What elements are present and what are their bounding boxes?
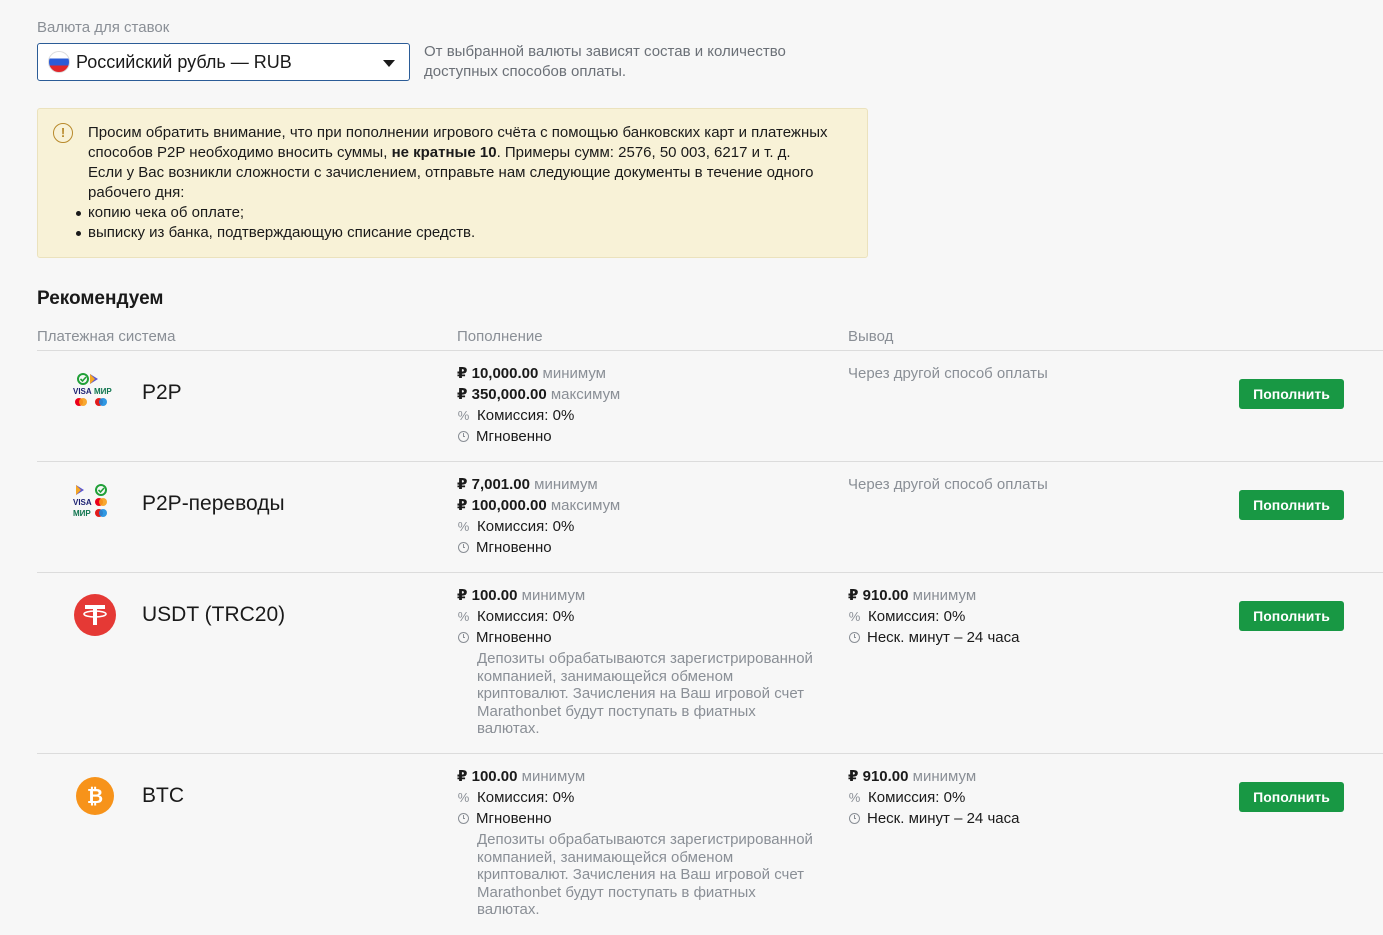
- percent-icon: %: [457, 408, 470, 423]
- notice-line1-b: . Примеры сумм: 2576, 50 003, 6217 и т. д.: [496, 144, 791, 161]
- minimum-label: минимум: [912, 768, 977, 785]
- withdraw-commission-text: Комиссия: 0%: [868, 608, 966, 625]
- deposit-button-btc[interactable]: Пополнить: [1239, 782, 1344, 812]
- maximum-label: максимум: [550, 386, 621, 403]
- notice-list-item: выписку из банка, подтверждающую списание средств.: [88, 223, 848, 243]
- deposit-max-amount: ₽ 350,000.00: [457, 386, 547, 403]
- currency-hint: От выбранной валюты зависят состав и количество доступных способов оплаты.: [424, 43, 786, 80]
- minimum-label: минимум: [534, 476, 598, 493]
- deposit-note: Депозиты обрабатываются зарегистрированной компанией, занимающейся обменом криптовалют. Зачисления на Ваш игровой счет Marathonbet будут поступать в фиатных валютах.: [477, 650, 813, 737]
- minimum-label: минимум: [521, 768, 586, 785]
- deposit-button-p2p[interactable]: Пополнить: [1239, 379, 1344, 409]
- commission-text: Комиссия: 0%: [477, 608, 575, 625]
- withdraw-info: [848, 474, 1178, 495]
- bitcoin-logo-icon: [73, 774, 117, 818]
- deposit-min-amount: ₽ 100.00: [457, 768, 518, 785]
- percent-icon: %: [848, 790, 861, 805]
- method-name: P2P: [142, 381, 182, 404]
- withdraw-info: [848, 585, 1178, 648]
- percent-icon: %: [457, 790, 470, 805]
- notice-text: [88, 123, 848, 243]
- column-header-deposit: Пополнение: [457, 328, 543, 345]
- column-header-withdraw: Вывод: [848, 328, 894, 345]
- percent-icon: %: [848, 609, 861, 624]
- visa-text: VISA: [73, 498, 92, 507]
- deposit-note: Депозиты обрабатываются зарегистрированной компанией, занимающейся обменом криптовалют. Зачисления на Ваш игровой счет Marathonbet будут поступать в фиатных валютах.: [477, 831, 813, 918]
- minimum-label: минимум: [521, 587, 586, 604]
- deposit-info: [457, 766, 827, 919]
- time-text: Мгновенно: [476, 539, 552, 556]
- clock-icon: [849, 813, 860, 824]
- deposit-min-amount: ₽ 7,001.00: [457, 476, 530, 493]
- clock-icon: [458, 431, 469, 442]
- deposit-min-amount: ₽ 100.00: [457, 587, 518, 604]
- method-name: BTC: [142, 784, 184, 807]
- warning-icon: !: [53, 123, 73, 143]
- withdraw-time-text: Неск. минут – 24 часа: [867, 629, 1020, 646]
- currency-label: Валюта для ставок: [37, 19, 170, 36]
- payment-row-btc: [37, 754, 1383, 935]
- currency-value: Российский рубль — RUB: [76, 51, 292, 72]
- bitcoin-symbol: ₿: [86, 784, 104, 808]
- withdraw-min-amount: ₽ 910.00: [848, 768, 909, 785]
- notice-list-item: копию чека об оплате;: [88, 203, 848, 223]
- deposit-button-usdt[interactable]: Пополнить: [1239, 601, 1344, 631]
- withdraw-text: Через другой способ оплаты: [848, 476, 1048, 493]
- visa-text: VISA: [73, 387, 92, 396]
- deposit-max-amount: ₽ 100,000.00: [457, 497, 547, 514]
- payment-row-p2p-transfers: [37, 462, 1383, 573]
- clock-icon: [849, 632, 860, 643]
- withdraw-commission-text: Комиссия: 0%: [868, 789, 966, 806]
- currency-select[interactable]: [37, 43, 410, 81]
- notice-box: [37, 108, 868, 258]
- percent-icon: %: [457, 519, 470, 534]
- time-text: Мгновенно: [476, 428, 552, 445]
- withdraw-min-amount: ₽ 910.00: [848, 587, 909, 604]
- chevron-down-icon: [383, 60, 395, 67]
- p2p-logo-icon: [73, 371, 117, 415]
- section-title: Рекомендуем: [37, 288, 164, 309]
- withdraw-text: Через другой способ оплаты: [848, 365, 1048, 382]
- tether-logo-icon: [73, 593, 117, 637]
- p2p-transfers-logo-icon: [73, 482, 117, 526]
- commission-text: Комиссия: 0%: [477, 789, 575, 806]
- withdraw-time-text: Неск. минут – 24 часа: [867, 810, 1020, 827]
- clock-icon: [458, 813, 469, 824]
- notice-line1-a: Просим обратить внимание, что при пополнении игрового счёта с помощью банковских карт и платежных способов P2P необходимо вносить суммы,: [88, 124, 828, 161]
- deposit-min-amount: ₽ 10,000.00: [457, 365, 539, 382]
- notice-list: [88, 203, 848, 243]
- payment-row-usdt: [37, 573, 1383, 754]
- minimum-label: минимум: [912, 587, 977, 604]
- deposit-button-p2p-transfers[interactable]: Пополнить: [1239, 490, 1344, 520]
- clock-icon: [458, 632, 469, 643]
- notice-line2: Если у Вас возникли сложности с зачислением, отправьте нам следующие документы в течение одного рабочего дня:: [88, 164, 814, 201]
- mir-text: МИР: [94, 387, 112, 396]
- payment-row-p2p: [37, 351, 1383, 462]
- column-header-system: Платежная система: [37, 328, 176, 345]
- percent-icon: %: [457, 609, 470, 624]
- withdraw-info: [848, 363, 1178, 384]
- withdraw-info: [848, 766, 1178, 829]
- minimum-label: минимум: [542, 365, 606, 382]
- method-name: USDT (TRC20): [142, 603, 286, 626]
- mir-text: МИР: [73, 509, 91, 518]
- method-name: P2P-переводы: [142, 492, 285, 515]
- deposit-info: [457, 474, 827, 558]
- time-text: Мгновенно: [476, 810, 552, 827]
- time-text: Мгновенно: [476, 629, 552, 646]
- commission-text: Комиссия: 0%: [477, 518, 575, 535]
- clock-icon: [458, 542, 469, 553]
- notice-paragraph: [88, 123, 848, 163]
- russia-flag-icon: [48, 51, 70, 73]
- maximum-label: максимум: [550, 497, 621, 514]
- commission-text: Комиссия: 0%: [477, 407, 575, 424]
- deposit-info: [457, 585, 827, 738]
- notice-line1-bold: не кратные 10: [391, 144, 497, 161]
- deposit-info: [457, 363, 827, 447]
